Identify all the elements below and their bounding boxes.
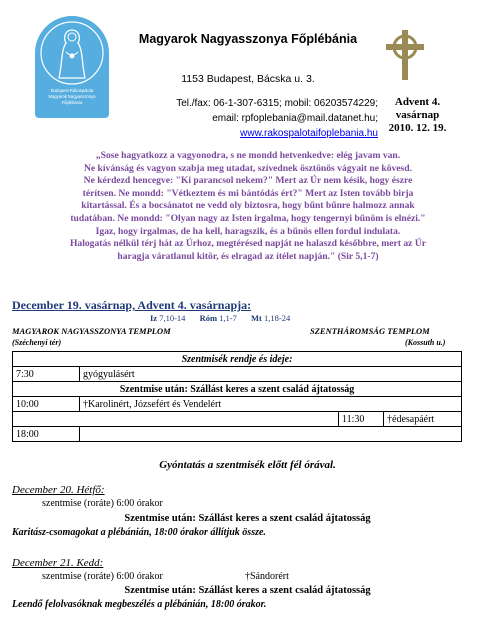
mass-time: 10:00 [13,397,80,412]
table-row [13,412,462,427]
reading-1: Iz 7,10-14 [150,313,186,323]
after-mass-note: Szentmise után: Szállást keres a szent család ájtatosság [124,585,371,596]
scripture-quote [8,150,488,263]
schedule-header: Szentmisék rendje és ideje: [13,352,462,367]
after-mass-note: Szentmise után: Szállást keres a szent család ájtatosság [124,513,371,524]
confession-note: Gyóntatás a szentmisék előtt fél órával. [159,459,336,471]
day-mass: szentmise (roráte) 6:00 órakor [42,498,163,509]
church-1-name: MAGYAROK NAGYASSZONYA TEMPLOM [12,326,171,336]
email-line: email: rpfoplebania@mail.datanet.hu; [212,113,378,124]
day-note: Karitász-csomagokat a plébánián, 18:00 órakor állítjuk össze. [12,527,266,538]
church-2-location: (Kossuth u.) [405,338,446,347]
website-link[interactable]: www.rakospalotaifoplebania.hu [240,128,378,139]
table-row [13,352,462,367]
mass-schedule-table [12,351,462,442]
mass-time: 7:30 [13,367,80,382]
quote-line: térítsen. Ne mondd: "Vétkeztem és mi bántódás ért?" Mert az Isten tovább birja [82,187,414,199]
quote-line: kitartással. És a bocsánatot ne vedd oly biztosra, hogy bűnt bűnre halmozz annak [81,200,415,212]
bulletin-date: 2010. 12. 19. [388,122,447,134]
church-1-location: (Széchenyi tér) [12,338,62,347]
church-2-name: SZENTHÁROMSÁG TEMPLOM [310,326,430,336]
quote-line: Ne kérdezd hencegve: "Ki parancsol nekem?" Mert az Úr nem késik, hogy észre [83,175,413,187]
parish-name: Magyarok Nagyasszonya Főplébánia [138,32,358,46]
contact-block [108,96,378,141]
reading-3: Mt 1,18-24 [251,313,291,323]
mass-intention: †Karolinért, Józsefért és Vendelért [80,397,462,412]
advent-title: Advent 4. [394,96,441,108]
quote-line: Igaz, hogy irgalmas, de ha kell, haragszik, és a bűnös ellen fordul indulata. [95,225,401,237]
parish-logo [35,16,109,118]
mass-intention: †édesapáért [384,412,462,427]
day-label: December 21. Kedd: [12,557,104,569]
reading-2: Róm 1,1-7 [199,313,237,323]
quote-line: Halogatás nélkül térj hát az Úrhoz, megtérésed napját ne halaszd későbbre, mert az Úr [69,238,427,250]
logo-text-line3: Főplébánia [61,100,83,105]
table-row [13,367,462,382]
day-label: December 20. Hétfő: [12,484,105,496]
sunday-heading: December 19. vasárnap, Advent 4. vasárnapja: [12,298,252,312]
readings [150,313,302,323]
day-note: Leendő felolvasóknak megbeszélés a plébánián, 18:00 órakor. [12,599,267,610]
parish-address: 1153 Budapest, Bácska u. 3. [181,73,315,85]
mass-intention: gyógyulásért [80,367,462,382]
advent-block [370,96,465,135]
cross-icon [384,28,426,82]
phone-line: Tel./fax: 06-1-307-6315; mobil: 06203574229; [176,98,378,109]
table-row [13,427,462,442]
after-mass-note: Szentmise után: Szállást keres a szent család ájtatosság [13,382,462,397]
logo-text-line1: Budapest-Rákospalota [50,88,94,93]
quote-line: haragja váratlanul kitör, és elragad az ítélet napján." (Sir 5,1-7) [117,250,379,262]
day-mass: szentmise (roráte) 6:00 órakor [42,571,163,582]
mass-time: 11:30 [339,412,384,427]
day-intention: †Sándorért [245,571,289,582]
logo-text-line2: Magyarok Nagyasszonya [48,94,96,99]
quote-line: „Sose hagyatkozz a vagyonodra, s ne mondd hetvenkedve: elég javam van. [95,150,401,161]
quote-line: tudatában. Ne mondd: "Olyan nagy az Isten irgalma, hogy tengernyi bűnöm is elnézi." [70,212,426,224]
mass-time: 18:00 [13,427,80,442]
advent-subtitle: vasárnap [395,109,440,121]
quote-line: Ne kívánság és vagyon szabja meg utadat, szívednek ösztönös vágyait ne kövesd. [83,162,413,174]
table-row [13,397,462,412]
table-row [13,382,462,397]
